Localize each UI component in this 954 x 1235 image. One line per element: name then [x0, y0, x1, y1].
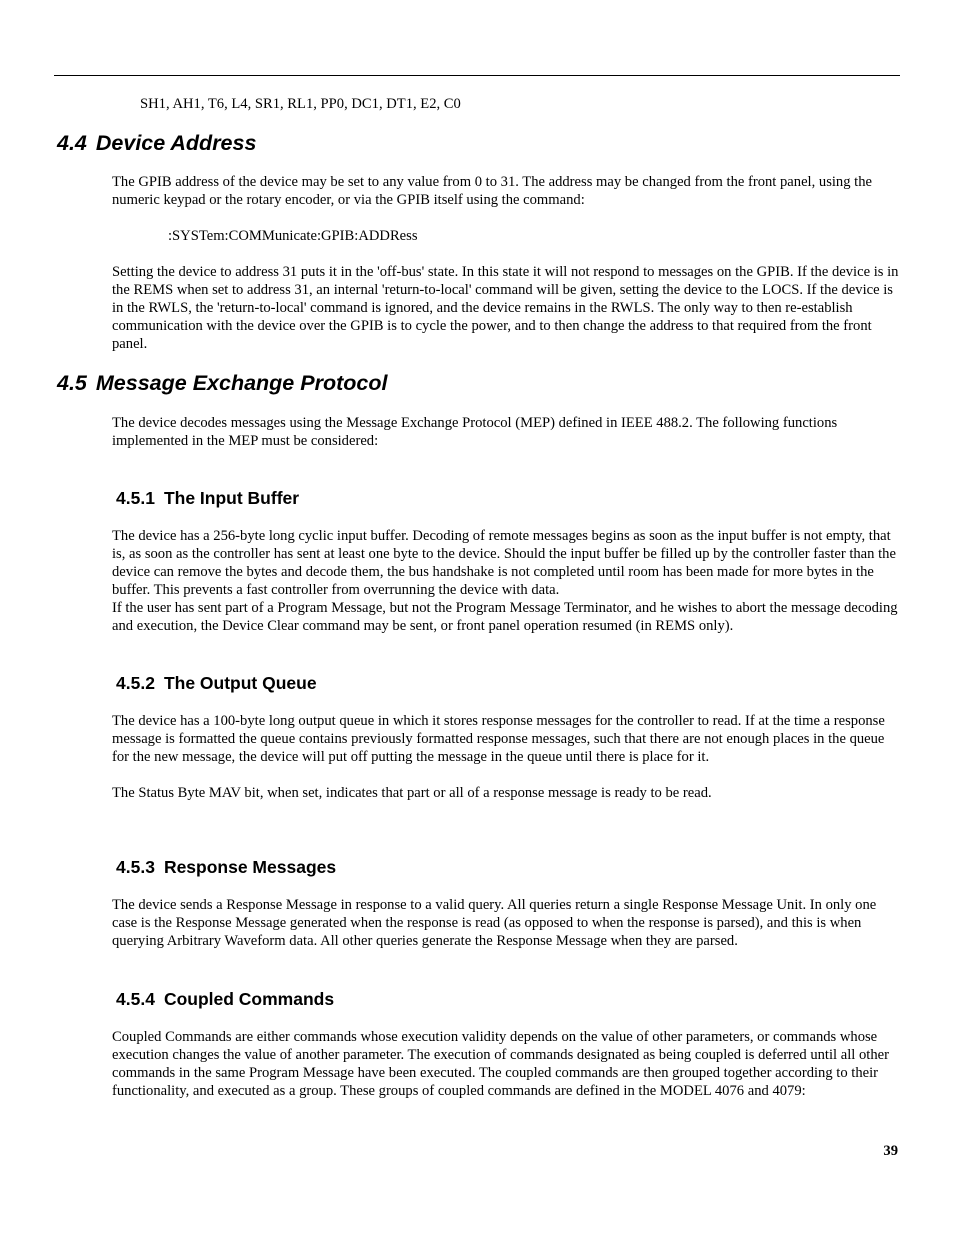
device-address-paragraph-1: The GPIB address of the device may be set to any value from 0 to 31. The address may be changed from the front panel, using the numeric keypad or the rotary encoder, or via the GPIB itself using the command:: [112, 174, 873, 208]
output-queue-paragraph-1: The device has a 100-byte long output queue in which it stores response messages for the controller to read. If at the time a response message is formatted the queue contains previously formatted response messages, such that there are not enough places in the queue for the new message, the device will put off putting the message in the queue until there is place for it.: [112, 713, 885, 765]
coupled-commands-paragraph-1: Coupled Commands are either commands whose execution validity depends on the value of other parameters, or commands whose execution changes the value of another parameter. The execution of commands designated as being coupled is deferred until all other commands in the same Program Message have been executed. The coupled commands are then grouped together according to their functionality, and executed as a group. These groups of coupled commands are defined in the MODEL 4076 and 4079:: [112, 1029, 889, 1099]
heading-title: Device Address: [95, 131, 257, 155]
input-buffer-paragraph-2: If the user has sent part of a Program Message, but not the Program Message Terminator, and he wishes to abort the message decoding and execution, the Device Clear command may be sent, or front panel operation resumed (in REMS only).: [112, 600, 898, 634]
mep-paragraph-1: The device decodes messages using the Message Exchange Protocol (MEP) defined in IEEE 488.2. The following functions implemented in the MEP must be considered:: [112, 415, 838, 449]
output-queue-paragraph-2: The Status Byte MAV bit, when set, indicates that part or all of a response message is ready to be read.: [112, 785, 712, 801]
heading-number: 4.5.1: [116, 488, 155, 508]
heading-title: Message Exchange Protocol: [95, 371, 388, 395]
heading-title: The Output Queue: [163, 673, 317, 693]
device-address-paragraph-2: Setting the device to address 31 puts it in the 'off-bus' state. In this state it will not respond to messages on the GPIB. If the device is in the REMS when set to address 31, an internal 'return-to-local' command will be given, setting the device to the LOCS. If the device is in the RWLS, the 'return-to-local' command is ignored, and the device remains in the RWLS. The only way to then re-establish communication with the device over the GPIB is to cycle the power, and to then change the address to that required from the front panel.: [112, 264, 899, 352]
response-messages-paragraph-1: The device sends a Response Message in response to a valid query. All queries return a single Response Message Unit. In only one case is the Response Message generated when the response is read (as opposed to when the response is parsed), and this is when querying Arbitrary Waveform data. All other queries generate the Response Message when they are parsed.: [112, 897, 877, 949]
interface-functions-line: SH1, AH1, T6, L4, SR1, RL1, PP0, DC1, DT1, E2, C0: [140, 96, 461, 112]
heading-4-5: [57, 370, 387, 396]
heading-title: Coupled Commands: [163, 989, 335, 1009]
heading-4-5-3: [116, 856, 336, 878]
gpib-address-command: :SYSTem:COMMunicate:GPIB:ADDRess: [168, 228, 418, 244]
heading-number: 4.4: [57, 131, 87, 155]
heading-number: 4.5.3: [116, 857, 155, 877]
header-rule: [54, 75, 900, 76]
heading-4-5-1: [116, 487, 299, 509]
page-number: 39: [883, 1143, 898, 1159]
heading-title: The Input Buffer: [163, 488, 300, 508]
heading-number: 4.5.4: [116, 989, 155, 1009]
heading-4-4: [57, 130, 256, 156]
heading-number: 4.5.2: [116, 673, 155, 693]
heading-title: Response Messages: [163, 857, 337, 877]
input-buffer-paragraph-1: The device has a 256-byte long cyclic input buffer. Decoding of remote messages begins as soon as the input buffer is not empty, that is, as soon as the controller has sent at least one byte to the device. Should the input buffer be filled up by the controller faster than the device can remove the bytes and decode them, the bus handshake is not completed until room has been made for more bytes in the buffer. This prevents a fast controller from overrunning the device with data.: [112, 528, 896, 598]
heading-4-5-4: [116, 988, 334, 1010]
heading-number: 4.5: [57, 371, 87, 395]
heading-4-5-2: [116, 672, 317, 694]
